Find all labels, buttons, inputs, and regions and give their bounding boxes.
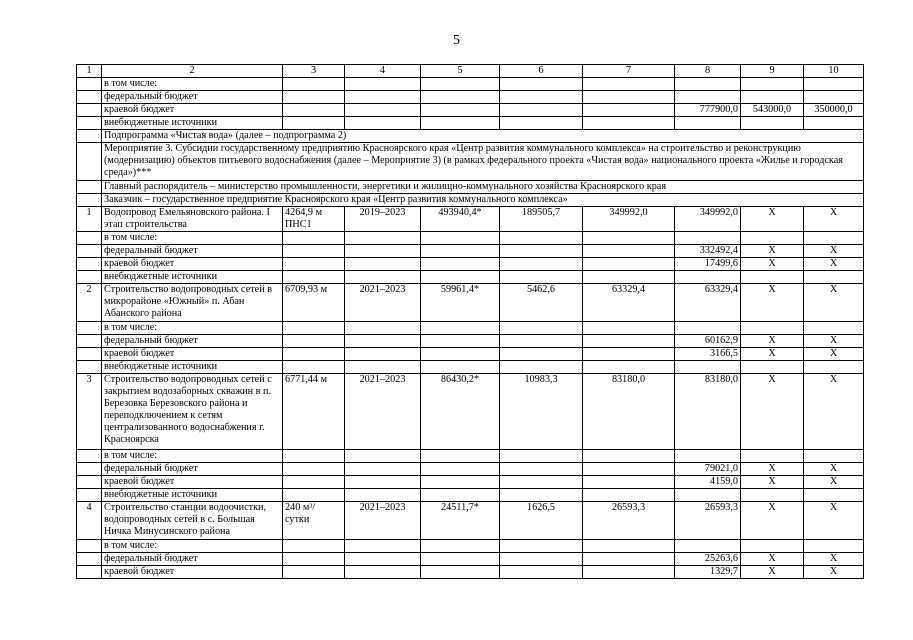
capacity-cell <box>283 348 345 361</box>
col7-cell <box>583 553 675 566</box>
row-number-cell <box>77 540 102 553</box>
cost-cell <box>421 489 500 502</box>
table-row <box>77 322 864 335</box>
row-number-cell: 3 <box>77 374 102 450</box>
capacity-cell: 6771,44 м <box>283 374 345 450</box>
item-name-cell: Строительство станции водоочистки, водопроводных сетей в с. Большая Ничка Минусинского района <box>102 502 283 540</box>
table-row <box>77 284 864 322</box>
header-cell-9: 9 <box>741 65 804 78</box>
section-heading: Заказчик – государственное предприятие Красноярского края «Центр развития коммунального комплекса» <box>102 194 864 207</box>
col10-cell <box>804 271 864 284</box>
col9-cell <box>741 78 804 91</box>
table-row <box>77 143 864 181</box>
col10-cell: Х <box>804 245 864 258</box>
col6-cell: 5462,6 <box>500 284 583 322</box>
table-row <box>77 104 864 117</box>
row-number-cell <box>77 232 102 245</box>
cost-cell: 86430,2* <box>421 374 500 450</box>
item-name-cell: федеральный бюджет <box>102 245 283 258</box>
cost-cell <box>421 566 500 579</box>
period-cell <box>345 566 421 579</box>
col6-cell <box>500 117 583 130</box>
col9-cell <box>741 117 804 130</box>
table-row <box>77 502 864 540</box>
row-number-cell <box>77 489 102 502</box>
col9-cell <box>741 91 804 104</box>
row-number-cell <box>77 78 102 91</box>
header-cell-5: 5 <box>421 65 500 78</box>
col10-cell: Х <box>804 335 864 348</box>
col10-cell: Х <box>804 374 864 450</box>
item-name-cell: краевой бюджет <box>102 104 283 117</box>
cost-cell: 493940,4* <box>421 207 500 232</box>
col6-cell <box>500 566 583 579</box>
col8-cell: 777900,0 <box>675 104 741 117</box>
col10-cell <box>804 450 864 463</box>
row-number-cell <box>77 91 102 104</box>
cost-cell <box>421 553 500 566</box>
cost-cell <box>421 91 500 104</box>
capacity-cell <box>283 78 345 91</box>
header-cell-10: 10 <box>804 65 864 78</box>
period-cell <box>345 540 421 553</box>
col9-cell: Х <box>741 463 804 476</box>
period-cell <box>345 463 421 476</box>
header-cell-3: 3 <box>283 65 345 78</box>
col7-cell <box>583 117 675 130</box>
row-number-cell <box>77 117 102 130</box>
col7-cell <box>583 322 675 335</box>
col7-cell <box>583 258 675 271</box>
col9-cell <box>741 361 804 374</box>
period-cell: 2021–2023 <box>345 284 421 322</box>
period-cell <box>345 322 421 335</box>
table-row <box>77 463 864 476</box>
col7-cell: 63329,4 <box>583 284 675 322</box>
period-cell <box>345 450 421 463</box>
capacity-cell <box>283 232 345 245</box>
table-row <box>77 348 864 361</box>
item-name-cell: Строительство водопроводных сетей с закрытием водозаборных скважин в п. Березовка Березовского района и переподключением к сетям централизованного водоснабжения г. Красноярска <box>102 374 283 450</box>
table-row <box>77 78 864 91</box>
cost-cell <box>421 117 500 130</box>
row-number-cell <box>77 194 102 207</box>
col7-cell <box>583 476 675 489</box>
col9-cell: Х <box>741 258 804 271</box>
capacity-cell: 4264,9 м ПНС1 <box>283 207 345 232</box>
col9-cell <box>741 489 804 502</box>
col9-cell: Х <box>741 502 804 540</box>
table-row <box>77 450 864 463</box>
col8-cell <box>675 540 741 553</box>
col6-cell: 10983,3 <box>500 374 583 450</box>
row-number-cell <box>77 348 102 361</box>
cost-cell <box>421 258 500 271</box>
header-cell-1: 1 <box>77 65 102 78</box>
col8-cell: 349992,0 <box>675 207 741 232</box>
col7-cell: 349992,0 <box>583 207 675 232</box>
col8-cell: 63329,4 <box>675 284 741 322</box>
table-row <box>77 374 864 450</box>
cost-cell <box>421 78 500 91</box>
col10-cell <box>804 361 864 374</box>
capacity-cell <box>283 322 345 335</box>
row-number-cell <box>77 258 102 271</box>
table-row <box>77 207 864 232</box>
col9-cell: Х <box>741 566 804 579</box>
col8-cell: 25263,6 <box>675 553 741 566</box>
table-row <box>77 91 864 104</box>
row-number-cell <box>77 476 102 489</box>
budget-table <box>76 64 864 579</box>
cost-cell <box>421 245 500 258</box>
cost-cell: 59961,4* <box>421 284 500 322</box>
table-row <box>77 258 864 271</box>
col9-cell: Х <box>741 553 804 566</box>
col6-cell <box>500 258 583 271</box>
cost-cell <box>421 450 500 463</box>
col10-cell: Х <box>804 284 864 322</box>
capacity-cell <box>283 476 345 489</box>
capacity-cell <box>283 104 345 117</box>
capacity-cell <box>283 540 345 553</box>
capacity-cell <box>283 258 345 271</box>
capacity-cell <box>283 271 345 284</box>
col9-cell: Х <box>741 476 804 489</box>
row-number-cell <box>77 463 102 476</box>
col7-cell <box>583 78 675 91</box>
table-row <box>77 566 864 579</box>
col7-cell <box>583 361 675 374</box>
item-name-cell: внебюджетные источники <box>102 271 283 284</box>
col8-cell: 1329,7 <box>675 566 741 579</box>
item-name-cell: в том числе: <box>102 450 283 463</box>
capacity-cell <box>283 463 345 476</box>
section-heading: Мероприятие 3. Субсидии государственному предприятию Красноярского края «Центр развития коммунального комплекса» на строительство и реконструкцию (модернизацию) объектов питьевого водоснабжения (далее – Мероприятие 3) (в рамках федерального проекта «Чистая вода» национального проекта «Жилье и городская среда»)*** <box>102 143 864 181</box>
col9-cell <box>741 322 804 335</box>
col8-cell: 79021,0 <box>675 463 741 476</box>
period-cell <box>345 361 421 374</box>
col7-cell <box>583 245 675 258</box>
row-number-cell <box>77 181 102 194</box>
col7-cell <box>583 104 675 117</box>
col10-cell: Х <box>804 207 864 232</box>
row-number-cell <box>77 143 102 181</box>
capacity-cell <box>283 245 345 258</box>
period-cell <box>345 232 421 245</box>
period-cell <box>345 348 421 361</box>
item-name-cell: в том числе: <box>102 540 283 553</box>
period-cell <box>345 245 421 258</box>
header-cell-7: 7 <box>583 65 675 78</box>
col6-cell <box>500 91 583 104</box>
row-number-cell <box>77 322 102 335</box>
cost-cell <box>421 361 500 374</box>
item-name-cell: в том числе: <box>102 322 283 335</box>
item-name-cell: внебюджетные источники <box>102 361 283 374</box>
col9-cell: Х <box>741 374 804 450</box>
cost-cell <box>421 322 500 335</box>
col7-cell <box>583 232 675 245</box>
page-number: 5 <box>453 33 460 48</box>
table-row <box>77 181 864 194</box>
item-name-cell: краевой бюджет <box>102 348 283 361</box>
col9-cell: Х <box>741 207 804 232</box>
capacity-cell <box>283 91 345 104</box>
cost-cell <box>421 463 500 476</box>
col7-cell: 26593,3 <box>583 502 675 540</box>
col6-cell <box>500 463 583 476</box>
col6-cell <box>500 232 583 245</box>
row-number-cell <box>77 335 102 348</box>
col6-cell <box>500 322 583 335</box>
col10-cell: Х <box>804 463 864 476</box>
header-cell-8: 8 <box>675 65 741 78</box>
table-row <box>77 361 864 374</box>
cost-cell <box>421 104 500 117</box>
cost-cell: 24511,7* <box>421 502 500 540</box>
item-name-cell: краевой бюджет <box>102 566 283 579</box>
col9-cell: Х <box>741 284 804 322</box>
col6-cell <box>500 450 583 463</box>
col10-cell <box>804 489 864 502</box>
table-row <box>77 232 864 245</box>
capacity-cell <box>283 566 345 579</box>
col6-cell <box>500 553 583 566</box>
col7-cell <box>583 348 675 361</box>
table-header-row <box>77 65 864 78</box>
col10-cell: 350000,0 <box>804 104 864 117</box>
item-name-cell: федеральный бюджет <box>102 463 283 476</box>
row-number-cell: 2 <box>77 284 102 322</box>
capacity-cell <box>283 489 345 502</box>
col7-cell <box>583 463 675 476</box>
table-row <box>77 117 864 130</box>
col9-cell: Х <box>741 335 804 348</box>
period-cell <box>345 104 421 117</box>
row-number-cell <box>77 271 102 284</box>
table-row <box>77 271 864 284</box>
section-heading: Главный распорядитель – министерство промышленности, энергетики и жилищно-коммунального хозяйства Красноярского края <box>102 181 864 194</box>
col6-cell <box>500 78 583 91</box>
period-cell <box>345 258 421 271</box>
col7-cell <box>583 91 675 104</box>
col10-cell: Х <box>804 502 864 540</box>
capacity-cell <box>283 117 345 130</box>
table-row <box>77 245 864 258</box>
cost-cell <box>421 540 500 553</box>
item-name-cell: федеральный бюджет <box>102 91 283 104</box>
col10-cell: Х <box>804 553 864 566</box>
col8-cell: 83180,0 <box>675 374 741 450</box>
col10-cell <box>804 117 864 130</box>
col9-cell <box>741 540 804 553</box>
col9-cell <box>741 232 804 245</box>
row-number-cell <box>77 450 102 463</box>
col8-cell: 60162,9 <box>675 335 741 348</box>
item-name-cell: федеральный бюджет <box>102 553 283 566</box>
period-cell <box>345 489 421 502</box>
col8-cell: 26593,3 <box>675 502 741 540</box>
col6-cell <box>500 476 583 489</box>
row-number-cell <box>77 245 102 258</box>
capacity-cell: 6709,93 м <box>283 284 345 322</box>
col6-cell <box>500 489 583 502</box>
col8-cell <box>675 489 741 502</box>
period-cell <box>345 271 421 284</box>
col6-cell <box>500 104 583 117</box>
col8-cell <box>675 78 741 91</box>
cost-cell <box>421 348 500 361</box>
col8-cell: 3166,5 <box>675 348 741 361</box>
col6-cell <box>500 540 583 553</box>
header-cell-6: 6 <box>500 65 583 78</box>
period-cell <box>345 553 421 566</box>
table-row <box>77 540 864 553</box>
period-cell <box>345 117 421 130</box>
col7-cell <box>583 566 675 579</box>
period-cell <box>345 476 421 489</box>
col10-cell: Х <box>804 476 864 489</box>
capacity-cell <box>283 335 345 348</box>
col7-cell <box>583 450 675 463</box>
section-heading: Подпрограмма «Чистая вода» (далее – подпрограмма 2) <box>102 130 864 143</box>
item-name-cell: Водопровод Емельяновского района. I этап строительства <box>102 207 283 232</box>
row-number-cell <box>77 130 102 143</box>
period-cell <box>345 78 421 91</box>
capacity-cell <box>283 361 345 374</box>
period-cell: 2021–2023 <box>345 502 421 540</box>
col10-cell: Х <box>804 258 864 271</box>
col8-cell <box>675 361 741 374</box>
col8-cell <box>675 117 741 130</box>
item-name-cell: внебюджетные источники <box>102 117 283 130</box>
cost-cell <box>421 476 500 489</box>
table-row <box>77 553 864 566</box>
capacity-cell <box>283 450 345 463</box>
col10-cell <box>804 78 864 91</box>
col6-cell <box>500 245 583 258</box>
col8-cell <box>675 271 741 284</box>
cost-cell <box>421 232 500 245</box>
period-cell: 2021–2023 <box>345 374 421 450</box>
col10-cell <box>804 540 864 553</box>
col9-cell <box>741 450 804 463</box>
col10-cell <box>804 322 864 335</box>
col7-cell <box>583 540 675 553</box>
col8-cell: 17499,6 <box>675 258 741 271</box>
item-name-cell: краевой бюджет <box>102 258 283 271</box>
item-name-cell: краевой бюджет <box>102 476 283 489</box>
col6-cell <box>500 361 583 374</box>
period-cell: 2019–2023 <box>345 207 421 232</box>
row-number-cell <box>77 566 102 579</box>
table-row <box>77 335 864 348</box>
row-number-cell <box>77 104 102 117</box>
item-name-cell: Строительство водопроводных сетей в микрорайоне «Южный» п. Абан Абанского района <box>102 284 283 322</box>
header-cell-2: 2 <box>102 65 283 78</box>
item-name-cell: в том числе: <box>102 232 283 245</box>
table-row <box>77 476 864 489</box>
capacity-cell: 240 м³/ сутки <box>283 502 345 540</box>
col8-cell <box>675 91 741 104</box>
col8-cell <box>675 232 741 245</box>
item-name-cell: внебюджетные источники <box>102 489 283 502</box>
item-name-cell: в том числе: <box>102 78 283 91</box>
row-number-cell: 4 <box>77 502 102 540</box>
col6-cell <box>500 271 583 284</box>
col10-cell: Х <box>804 348 864 361</box>
row-number-cell: 1 <box>77 207 102 232</box>
col6-cell: 1626,5 <box>500 502 583 540</box>
period-cell <box>345 335 421 348</box>
col9-cell: 543000,0 <box>741 104 804 117</box>
col10-cell <box>804 232 864 245</box>
table-row <box>77 130 864 143</box>
cost-cell <box>421 271 500 284</box>
col8-cell: 4159,0 <box>675 476 741 489</box>
col6-cell <box>500 335 583 348</box>
col9-cell: Х <box>741 245 804 258</box>
col9-cell <box>741 271 804 284</box>
row-number-cell <box>77 361 102 374</box>
period-cell <box>345 91 421 104</box>
capacity-cell <box>283 553 345 566</box>
col8-cell <box>675 322 741 335</box>
item-name-cell: федеральный бюджет <box>102 335 283 348</box>
col10-cell <box>804 91 864 104</box>
col8-cell <box>675 450 741 463</box>
cost-cell <box>421 335 500 348</box>
col10-cell: Х <box>804 566 864 579</box>
col6-cell: 189505,7 <box>500 207 583 232</box>
col7-cell: 83180,0 <box>583 374 675 450</box>
row-number-cell <box>77 553 102 566</box>
col6-cell <box>500 348 583 361</box>
table-row <box>77 194 864 207</box>
table-row <box>77 489 864 502</box>
col7-cell <box>583 489 675 502</box>
col7-cell <box>583 335 675 348</box>
col9-cell: Х <box>741 348 804 361</box>
col8-cell: 332492,4 <box>675 245 741 258</box>
col7-cell <box>583 271 675 284</box>
header-cell-4: 4 <box>345 65 421 78</box>
